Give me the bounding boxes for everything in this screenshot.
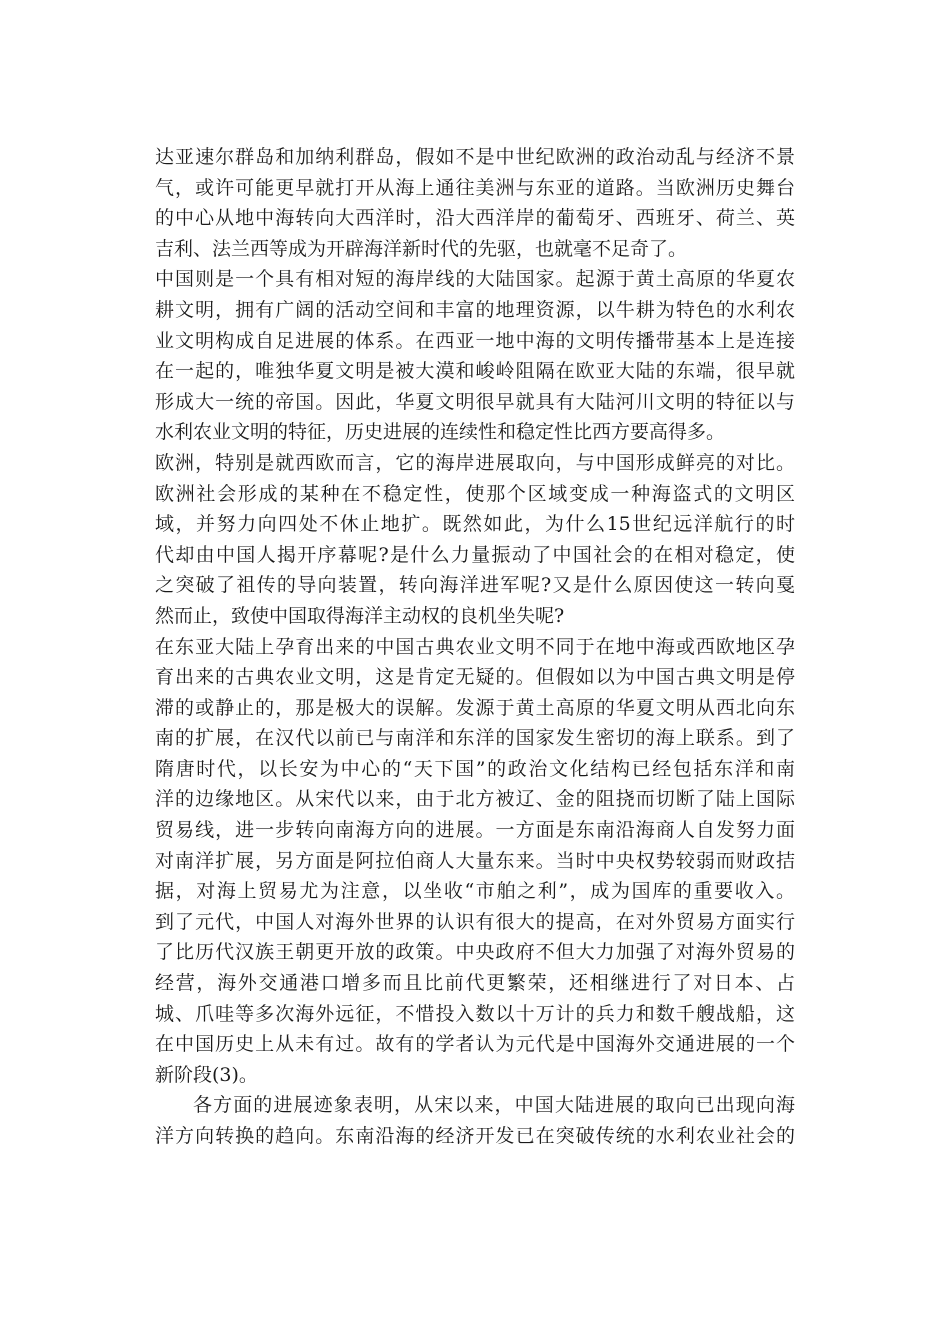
text-line: 中国则是一个具有相对短的海岸线的大陆国家。起源于黄土高原的华夏农 (155, 268, 795, 291)
text-line: 南的扩展，在汉代以前已与南洋和东洋的国家发生密切的海上联系。到了 (155, 727, 795, 750)
text-line: 达亚速尔群岛和加纳利群岛，假如不是中世纪欧洲的政治动乱与经济不景 (155, 146, 795, 168)
body-text (155, 142, 795, 1152)
text-line: 城、爪哇等多次海外远征，不惜投入数以十万计的兵力和数千艘战船，这 (155, 1002, 795, 1025)
text-line: 形成大一统的帝国。因此，华夏文明很早就具有大陆河川文明的特征以与 (155, 390, 795, 413)
text-line: 气，或许可能更早就打开从海上通往美洲与东亚的道路。当欧洲历史舞台 (155, 176, 795, 199)
text-line: 洋的边缘地区。从宋代以来，由于北方被辽、金的阻挠而切断了陆上国际 (155, 788, 795, 811)
text-line: 的中心从地中海转向大西洋时，沿大西洋岸的葡萄牙、西班牙、荷兰、英 (155, 207, 795, 230)
text-line: 贸易线，进一步转向南海方向的进展。一方面是东南沿海商人自发努力面 (155, 819, 795, 842)
text-line: 耕文明，拥有广阔的活动空间和丰富的地理资源，以牛耕为特色的水利农 (155, 298, 795, 321)
text-line: 洋方向转换的趋向。东南沿海的经济开发已在突破传统的水利农业社会的 (155, 1125, 795, 1147)
text-line: 欧洲，特别是就西欧而言，它的海岸进展取向，与中国形成鲜亮的对比。 (155, 451, 795, 474)
text-line: 水利农业文明的特征，历史进展的连续性和稳定性比西方要高得多。 (155, 421, 726, 444)
text-line: 了比历代汉族王朝更开放的政策。中央政府不但大力加强了对海外贸易的 (155, 941, 795, 964)
text-line: 在中国历史上从未有过。故有的学者认为元代是中国海外交通进展的一个 (155, 1033, 795, 1056)
text-line: 育出来的古典农业文明，这是肯定无疑的。但假如以为中国古典文明是停 (155, 666, 795, 689)
text-line: 欧洲社会形成的某种在不稳定性，使那个区域变成一种海盗式的文明区 (155, 482, 795, 505)
text-line: 在一起的，唯独华夏文明是被大漠和峻岭阻隔在欧亚大陆的东端，很早就 (155, 360, 795, 383)
text-line: 吉利、法兰西等成为开辟海洋新时代的先驱，也就毫不足奇了。 (155, 237, 688, 260)
text-line: 业文明构成自足进展的体系。在西亚一地中海的文明传播带基本上是连接 (155, 329, 795, 352)
text-line: 代却由中国人揭开序幕呢?是什么力量振动了中国社会的在相对稳定，使 (155, 543, 795, 566)
text-line: 到了元代，中国人对海外世界的认识有很大的提高，在对外贸易方面实行 (155, 910, 795, 933)
text-line: 据，对海上贸易尤为注意，以坐收“市舶之利”，成为国库的重要收入。 (155, 880, 795, 903)
text-line: 滞的或静止的，那是极大的误解。发源于黄土高原的华夏文明从西北向东 (155, 696, 795, 719)
text-line: 经营，海外交通港口增多而且比前代更繁荣，还相继进行了对日本、占 (155, 972, 795, 995)
text-line: 隋唐时代，以长安为中心的“天下国”的政治文化结构已经包括东洋和南 (155, 757, 795, 780)
text-line: 各方面的进展迹象表明，从宋以来，中国大陆进展的取向已出现向海 (193, 1094, 795, 1117)
text-line: 之突破了祖传的导向装置，转向海洋进军呢?又是什么原因使这一转向戛 (155, 574, 795, 597)
text-line: 域，并努力向四处不休止地扩。既然如此，为什么15世纪远洋航行的时 (155, 513, 795, 536)
text-line: 然而止，致使中国取得海洋主动权的良机坐失呢? (155, 604, 565, 627)
text-line: 对南洋扩展，另方面是阿拉伯商人大量东来。当时中央权势较弱而财政拮 (155, 849, 795, 872)
text-line: 新阶段(3)。 (155, 1063, 258, 1086)
text-line: 在东亚大陆上孕育出来的中国古典农业文明不同于在地中海或西欧地区孕 (155, 635, 795, 658)
